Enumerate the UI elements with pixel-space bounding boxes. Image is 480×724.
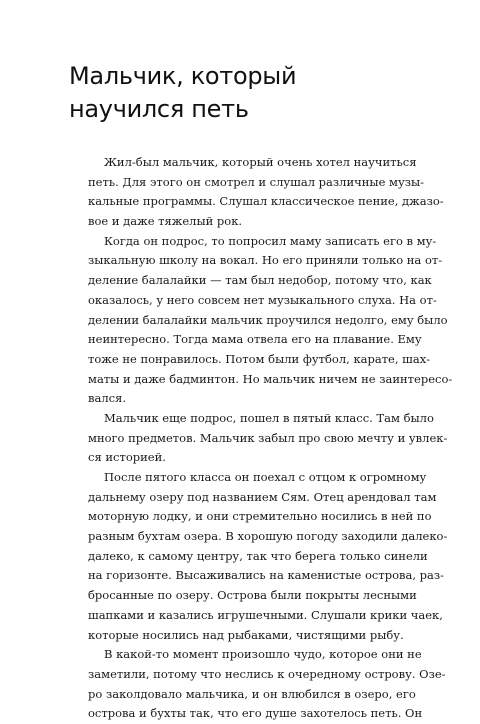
chapter-title	[69, 60, 429, 126]
text-line: маты и даже бадминтон. Но мальчик ничем не заинтересо-	[88, 371, 453, 386]
body-text	[88, 153, 453, 724]
text-line: заметили, потому что неслись к очередному острову. Озе-	[88, 666, 446, 681]
text-line: Когда он подрос, то попросил маму записать его в му-	[104, 233, 437, 248]
text-line: деление балалайки — там был недобор, потому что, как	[88, 273, 432, 288]
text-line: Жил-был мальчик, который очень хотел научиться	[104, 155, 417, 169]
text-line: шапками и казались игрушечными. Слушали крики чаек,	[88, 607, 443, 622]
text-line: кальные программы. Слушал классическое пение, джазо-	[88, 194, 444, 209]
text-line: острова и бухты так, что его душе захотелось петь. Он	[88, 706, 423, 721]
text-line: разным бухтам озера. В хорошую погоду заходили далеко-	[88, 529, 448, 544]
text-line: После пятого класса он поехал с отцом к огромному	[104, 470, 427, 484]
text-line: ро заколдовало мальчика, и он влюбился в озеро, его	[88, 686, 416, 701]
text-line: делении балалайки мальчик проучился недолго, ему было	[88, 312, 448, 327]
text-line: далеко, к самому центру, так что берега только синели	[88, 548, 428, 563]
text-line: вался.	[88, 391, 126, 406]
chapter-title-line-2: научился петь	[69, 95, 249, 123]
text-line: моторную лодку, и они стремительно носились в ней по	[88, 509, 432, 524]
text-line: зыкальную школу на вокал. Но его приняли только на от-	[88, 253, 443, 268]
text-line: В какой-то момент произошло чудо, которое они не	[104, 647, 422, 662]
text-line: петь. Для этого он смотрел и слушал различные музы-	[88, 174, 425, 189]
text-line: тоже не понравилось. Потом были футбол, карате, шах-	[88, 351, 431, 366]
text-line: которые носились над рыбаками, чистящими рыбу.	[88, 627, 404, 642]
chapter-title-line-1: Мальчик, который	[69, 62, 297, 90]
text-line: на горизонте. Высаживались на каменистые острова, раз-	[88, 568, 445, 583]
text-line: неинтересно. Тогда мама отвела его на плавание. Ему	[88, 332, 422, 347]
text-line: дальнему озеру под названием Сям. Отец арендовал там	[88, 489, 437, 504]
text-line: бросанные по озеру. Острова были покрыты лесными	[88, 588, 417, 603]
text-line: оказалось, у него совсем нет музыкального слуха. На от-	[88, 292, 437, 307]
text-line: Мальчик еще подрос, пошел в пятый класс. Там было	[104, 410, 434, 425]
text-line: много предметов. Мальчик забыл про свою мечту и увлек-	[88, 430, 448, 445]
text-line: ся историей.	[88, 450, 166, 465]
text-line: вое и даже тяжелый рок.	[88, 214, 243, 229]
